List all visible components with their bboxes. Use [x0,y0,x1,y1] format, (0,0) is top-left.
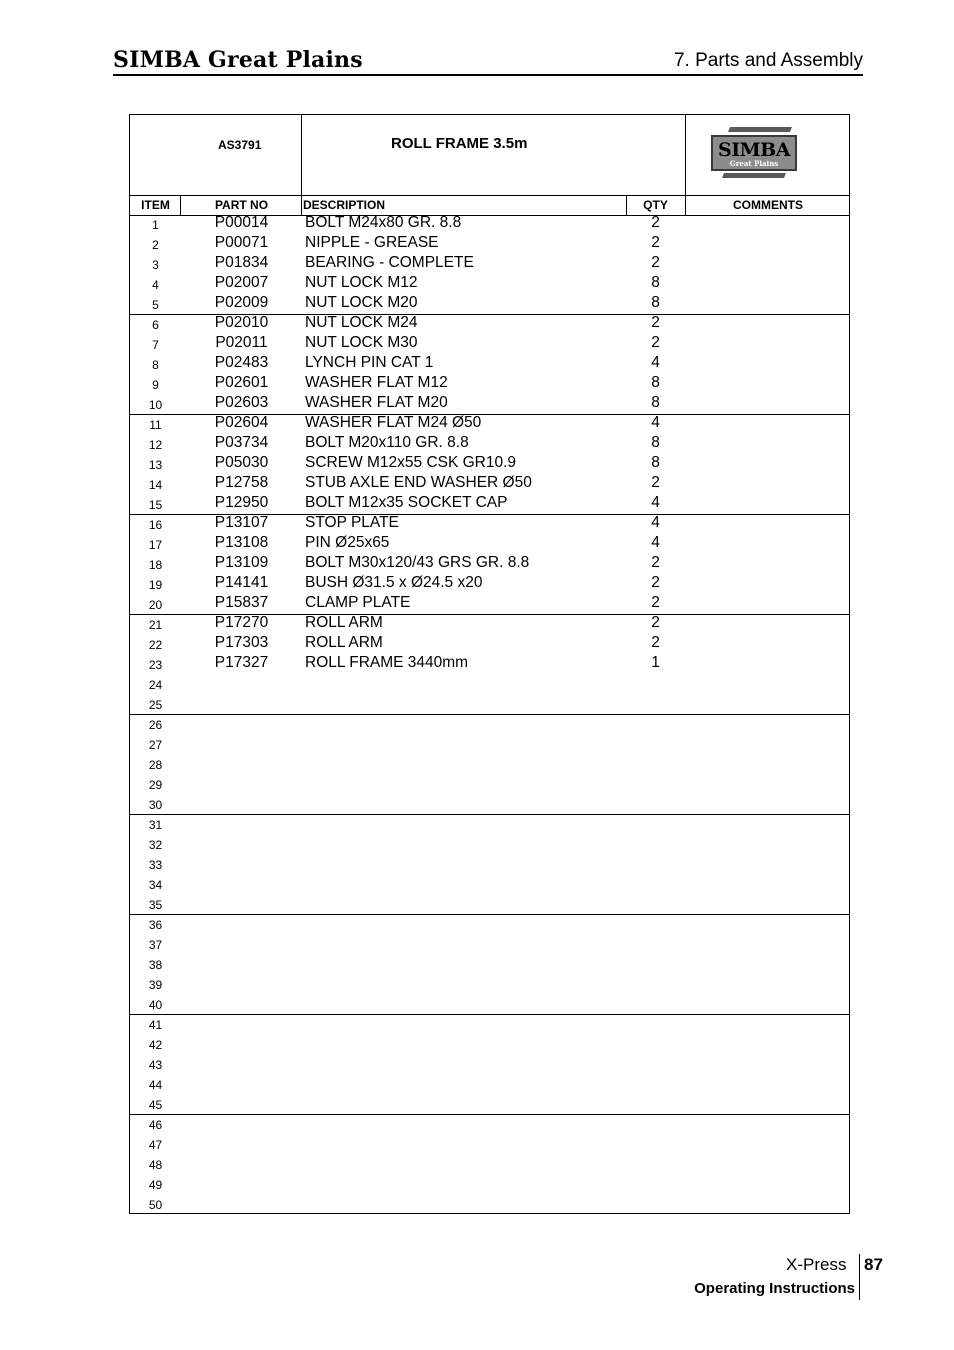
row-part-no: P02007 [214,274,269,291]
table-row [130,255,849,275]
row-description: WASHER FLAT M24 Ø50 [305,414,482,431]
table-row [130,755,849,775]
divider-desc [626,195,627,215]
title-block [130,115,849,196]
row-item: 17 [148,538,163,552]
logo-word: SIMBA [718,139,790,161]
divider-item [180,195,181,215]
section-title: 7. Parts and Assembly [673,50,863,71]
row-item: 3 [152,258,159,272]
table-row [130,955,849,975]
row-part-no: P14141 [214,574,269,591]
brand-title: SIMBA Great Plains [113,47,363,73]
row-qty: 2 [651,554,660,571]
row-qty: 2 [651,474,660,491]
row-item: 6 [152,318,159,332]
row-description: LYNCH PIN CAT 1 [305,354,434,371]
table-row [130,1075,849,1095]
row-part-no: P02011 [215,334,268,351]
row-description: WASHER FLAT M20 [305,394,448,411]
table-row [130,815,849,835]
row-item: 18 [148,558,163,572]
row-part-no: P02603 [214,394,269,411]
table-row [130,895,849,915]
row-item: 42 [148,1038,163,1052]
row-item: 48 [148,1158,163,1172]
row-description: PIN Ø25x65 [305,534,390,551]
row-item: 10 [148,398,163,412]
col-head-part-no: PART NO [214,198,269,212]
row-part-no: P02009 [214,294,269,311]
row-part-no: P02604 [214,414,269,431]
table-row [130,875,849,895]
row-qty: 4 [651,494,660,511]
row-item: 43 [148,1058,163,1072]
row-item: 19 [148,578,163,592]
row-qty: 4 [651,514,660,531]
row-item: 12 [148,438,163,452]
table-row [130,1095,849,1115]
row-part-no: P02483 [214,354,269,371]
row-description: BOLT M24x80 GR. 8.8 [305,214,462,231]
row-item: 16 [148,518,163,532]
table-row [130,935,849,955]
table-row [130,375,849,395]
row-qty: 2 [651,594,660,611]
col-head-qty: QTY [643,198,668,212]
table-row [130,395,849,415]
row-qty: 8 [651,374,660,391]
row-description: NUT LOCK M24 [305,314,418,331]
table-row [130,775,849,795]
row-part-no: P15837 [214,594,269,611]
divider-qty [685,115,686,215]
row-item: 47 [148,1138,163,1152]
table-row [130,1015,849,1035]
row-qty: 8 [651,434,660,451]
row-item: 27 [148,738,163,752]
row-item: 13 [148,458,163,472]
row-part-no: P02601 [214,374,269,391]
row-description: NIPPLE - GREASE [305,234,439,251]
table-row [130,535,849,555]
row-item: 9 [152,378,159,392]
row-qty: 2 [651,334,660,351]
table-row [130,295,849,315]
table-row [130,735,849,755]
row-part-no: P12758 [214,474,269,491]
footer-product: X-Press [786,1255,847,1274]
row-qty: 1 [651,654,660,671]
table-row [130,275,849,295]
table-row [130,995,849,1015]
row-qty: 2 [651,574,660,591]
table-row [130,695,849,715]
row-item: 32 [148,838,163,852]
row-description: SCREW M12x55 CSK GR10.9 [305,454,517,471]
row-qty: 8 [651,394,660,411]
row-item: 41 [148,1018,163,1032]
assembly-title: ROLL FRAME 3.5m [391,135,528,152]
row-item: 24 [148,678,163,692]
header-rule [113,74,863,76]
row-description: NUT LOCK M30 [305,334,418,351]
row-qty: 4 [651,534,660,551]
page-number: 87 [864,1255,883,1274]
table-row [130,715,849,735]
row-qty: 2 [651,214,660,231]
row-description: BEARING - COMPLETE [305,254,474,271]
row-description: NUT LOCK M20 [305,294,418,311]
parts-list-sheet [129,114,850,1214]
row-item: 31 [148,818,163,832]
row-qty: 2 [651,314,660,331]
row-part-no: P13107 [214,514,269,531]
table-row [130,1155,849,1175]
logo-subtitle: Great Plains [729,159,779,168]
table-row [130,595,849,615]
row-description: BOLT M12x35 SOCKET CAP [305,494,508,511]
table-row [130,975,849,995]
row-item: 46 [148,1118,163,1132]
row-part-no: P00014 [214,214,269,231]
row-part-no: P17270 [214,614,269,631]
row-item: 49 [148,1178,163,1192]
row-item: 28 [148,758,163,772]
simba-logo-icon [709,125,801,181]
row-item: 25 [148,698,163,712]
row-part-no: P03734 [214,434,269,451]
row-item: 44 [148,1078,163,1092]
table-row [130,475,849,495]
col-head-description: DESCRIPTION [303,198,386,212]
row-item: 30 [148,798,163,812]
footer-divider [859,1254,860,1300]
table-row [130,555,849,575]
col-head-item: ITEM [141,198,170,212]
row-description: ROLL FRAME 3440mm [305,654,469,671]
row-qty: 2 [651,254,660,271]
table-row [130,655,849,675]
row-item: 33 [148,858,163,872]
table-row [130,575,849,595]
row-qty: 4 [651,354,660,371]
row-item: 15 [148,498,163,512]
table-row [130,495,849,515]
row-item: 21 [148,618,163,632]
row-item: 1 [152,218,159,232]
row-part-no: P12950 [214,494,269,511]
row-item: 26 [148,718,163,732]
divider-part [301,115,302,215]
row-item: 39 [148,978,163,992]
table-row [130,215,849,235]
row-item: 40 [148,998,163,1012]
table-row [130,1115,849,1135]
table-row [130,1135,849,1155]
column-header-row [130,195,849,216]
row-description: ROLL ARM [305,614,383,631]
row-item: 29 [148,778,163,792]
row-item: 37 [148,938,163,952]
row-item: 5 [152,298,159,312]
row-part-no: P00071 [214,234,269,251]
row-qty: 4 [651,414,660,431]
assembly-part-number: AS3791 [218,138,262,152]
table-row [130,915,849,935]
row-item: 50 [148,1198,163,1212]
table-row [130,615,849,635]
row-description: BOLT M30x120/43 GRS GR. 8.8 [305,554,530,571]
row-item: 22 [148,638,163,652]
row-item: 20 [148,598,163,612]
row-item: 8 [152,358,159,372]
row-qty: 8 [651,294,660,311]
table-row [130,635,849,655]
table-row [130,855,849,875]
row-qty: 8 [651,454,660,471]
table-row [130,1035,849,1055]
row-description: WASHER FLAT M12 [305,374,448,391]
table-row [130,515,849,535]
row-part-no: P01834 [214,254,269,271]
table-row [130,1195,849,1215]
table-row [130,315,849,335]
row-item: 23 [148,658,163,672]
row-description: NUT LOCK M12 [305,274,418,291]
row-description: BOLT M20x110 GR. 8.8 [305,434,469,451]
table-row [130,835,849,855]
row-qty: 2 [651,634,660,651]
row-qty: 8 [651,274,660,291]
row-item: 38 [148,958,163,972]
table-row [130,235,849,255]
row-qty: 2 [651,234,660,251]
row-part-no: P17303 [214,634,269,651]
table-row [130,355,849,375]
row-part-no: P05030 [214,454,269,471]
table-row [130,675,849,695]
table-row [130,1055,849,1075]
row-part-no: P13108 [214,534,269,551]
row-item: 36 [148,918,163,932]
row-part-no: P02010 [214,314,269,331]
col-head-comments: COMMENTS [733,198,803,212]
table-row [130,795,849,815]
row-description: CLAMP PLATE [305,594,411,611]
row-description: STOP PLATE [305,514,399,531]
row-item: 34 [148,878,163,892]
row-item: 35 [148,898,163,912]
row-qty: 2 [651,614,660,631]
row-description: BUSH Ø31.5 x Ø24.5 x20 [305,574,483,591]
row-item: 4 [152,278,159,292]
row-item: 7 [152,338,159,352]
row-item: 14 [148,478,163,492]
row-item: 45 [148,1098,163,1112]
row-description: STUB AXLE END WASHER Ø50 [305,474,532,491]
footer-subtitle: Operating Instructions [694,1280,855,1297]
table-row [130,415,849,435]
row-description: ROLL ARM [305,634,383,651]
table-row [130,435,849,455]
table-row [130,335,849,355]
table-row [130,455,849,475]
row-item: 2 [152,238,159,252]
row-item: 11 [149,418,162,432]
table-row [130,1175,849,1195]
row-part-no: P13109 [214,554,269,571]
row-part-no: P17327 [214,654,269,671]
